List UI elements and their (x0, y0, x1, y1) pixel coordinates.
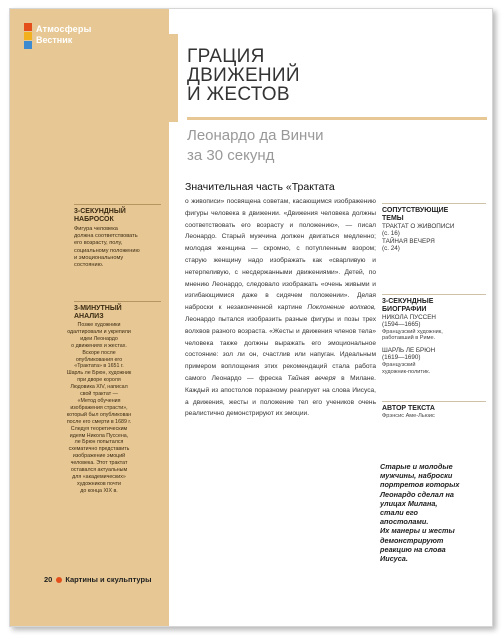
text-line: Шарль ле Брюн, художник (66, 370, 132, 377)
text-line: состоянию. (74, 262, 104, 269)
related-item-page: (с. 24) (382, 244, 400, 252)
text-line: Фигура человека (74, 226, 118, 232)
page-subtitle (187, 126, 324, 166)
magazine-page (9, 8, 493, 627)
page-number: 20 (44, 575, 53, 584)
text-line: человека. Этот трактат (70, 460, 128, 467)
text-line: опубликования его (75, 356, 123, 363)
text-run: Леонардо пытался изобразить разные фигуры и позы трех волхвов разного возраста. «Жесты и движения членов тела» человека также должны выражать его эмоциональное состояние: зол ли он, счастлив или напуган. Идеальным примером воплощения этих рекомендаций стала работа самого Леонардо — фреска (185, 315, 376, 382)
caption-line: Их манеры и жесты (380, 526, 455, 536)
related-heading: СОПУТСТВУЮЩИЕ (382, 207, 449, 214)
heading-line: АНАЛИЗ (74, 313, 104, 320)
title-line: И ЖЕСТОВ (187, 84, 290, 105)
page-title (187, 47, 300, 104)
text-line: одалтировали и укрепили (67, 328, 131, 335)
sidebar-divider (74, 301, 161, 302)
right-divider (382, 294, 486, 295)
text-line: после его смерти в 1689 г. (66, 418, 132, 425)
text-line: и эмоциональному (74, 254, 124, 261)
sidebar-sketch-heading (74, 208, 126, 224)
title-accent-bar (169, 34, 178, 122)
article-lead: Значительная часть «Трактата (185, 181, 335, 193)
article-body (185, 196, 376, 420)
bio-desc: художник-политик. (382, 368, 431, 375)
heading-line: 3-МИНУТНЫЙ (74, 305, 122, 312)
caption-line: Старые и молодые (380, 462, 453, 471)
text-line: идеи Леонардо (80, 335, 118, 342)
author-heading: АВТОР ТЕКСТА (382, 405, 435, 412)
caption-line: портретов которых (380, 480, 460, 490)
artwork-title: Тайная вечеря (287, 374, 336, 382)
text-line: Позже художники (77, 322, 121, 328)
bio-name: НИКОЛА ПУССЕН (382, 314, 436, 321)
text-line: для «академических» (72, 473, 126, 480)
text-line: «Трактата» в 1651 г. (74, 363, 124, 370)
caption-line: Леонардо сделал на (380, 489, 454, 499)
sidebar-sketch-text (74, 226, 140, 269)
text-line: схематично представить (68, 446, 130, 453)
related-item-title: ТРАКТАТ О ЖИВОПИСИ (382, 223, 455, 230)
biographies (382, 298, 486, 375)
right-divider (382, 203, 486, 204)
author-block (382, 405, 486, 420)
related-heading: ТЕМЫ (382, 215, 404, 222)
author-name: Фрэнсис Аме-Льюис (382, 413, 435, 419)
related-item-page: (с. 16) (382, 230, 400, 238)
related-topics (382, 207, 486, 252)
subtitle-line: за 30 секунд (187, 147, 275, 164)
title-line: ГРАЦИЯ (187, 46, 265, 67)
bios-heading: 3-СЕКУНДНЫЕ (382, 298, 434, 305)
image-caption (380, 462, 483, 563)
caption-line: Иисуса. (380, 554, 408, 564)
bio-name: ШАРЛЬ ЛЕ БРЮН (382, 347, 436, 355)
section-name: Картины и скульптуры (65, 575, 152, 584)
artwork-title: Поклонение волхвов, (307, 304, 376, 312)
logo-block (24, 23, 32, 31)
sidebar-divider (74, 204, 161, 205)
logo-block (24, 41, 32, 49)
bio-years: (1619—1690) (382, 354, 421, 362)
brand-logo (24, 23, 114, 51)
brand-name-line1: Атмосферы (36, 24, 92, 34)
brand-name-line2: Вестник (36, 35, 73, 45)
text-line: который был опубликован (66, 411, 132, 418)
text-line: при дворе короля (77, 377, 121, 384)
sidebar-analysis-heading (74, 305, 122, 321)
text-line: социальному положению (74, 247, 140, 254)
caption-line: апостолами. (380, 517, 429, 527)
bios-heading: БИОГРАФИИ (382, 306, 427, 313)
page-footer (44, 575, 151, 584)
bio-desc: работавший в Риме. (382, 335, 436, 342)
logo-block (24, 32, 32, 40)
text-line: Вскоре после (82, 349, 116, 356)
text-line: ле Брюн попытался (74, 439, 124, 446)
sidebar-panel (10, 9, 169, 626)
caption-line: улицах Милана, (380, 498, 438, 508)
text-line: о движениях и жестах. (71, 342, 127, 349)
text-line: должна соответствовать (74, 233, 138, 240)
article-paragraph (185, 196, 376, 420)
text-line: идеям Никола Пуссена, (69, 432, 129, 439)
bio-desc: Французский (382, 361, 416, 368)
heading-line: НАБРОСОК (74, 216, 114, 223)
text-run: о живописи» посвящена советам, касающимся изображению фигуры человека в движении. «Движения человека должны соответствовать его возрасту и положению», — писал Леонардо. Старый мужчина должен двигаться медленно; молодая женщина — скромно, с потупленным взором; старую женщину надо изображать как «сварливую и нетерпеливую, с несдержанными движениями». Детей, по мнению Леонардо, следовало изображать «очень живыми и изгибающимися даже в сидячем положении». Делая наброски к незаконченной картине (185, 198, 376, 312)
text-line: его возрасту, полу, (74, 240, 123, 247)
caption-line: реакцию на слова (380, 544, 446, 554)
related-item-title: ТАЙНАЯ ВЕЧЕРЯ (382, 237, 435, 245)
bullet-icon (56, 577, 62, 583)
sidebar-analysis-text (36, 322, 162, 495)
text-line: художников почти (77, 480, 121, 487)
text-line: до конца XIX в. (80, 487, 118, 494)
title-line: ДВИЖЕНИЙ (187, 65, 300, 86)
caption-line: стали его (380, 508, 418, 518)
text-line: Людовика XIV, написал (70, 384, 128, 391)
bio-desc: Французский художник, (382, 328, 443, 335)
text-line: изображение эмоций (72, 453, 126, 460)
text-line: оставался актуальным (70, 467, 128, 474)
text-run: в Милане. Каждый из апостолов поразному реагирует на слова Иисуса, а движения, жесты и положение тел его учеников очень реалистично демонстрируют их эмоции. (185, 374, 376, 418)
right-divider (382, 401, 486, 402)
text-line: свой трактат — (80, 391, 118, 398)
bio-years: (1594—1665) (382, 321, 421, 329)
text-line: изображения страсти», (70, 404, 128, 411)
caption-line: демонстрируют (380, 535, 444, 545)
text-line: «Метод обучения (77, 397, 121, 404)
caption-line: мужчины, наброски (380, 471, 453, 481)
title-rule (187, 117, 487, 120)
text-line: Следуя теоретическим (70, 425, 128, 432)
heading-line: 3-СЕКУНДНЫЙ (74, 208, 126, 215)
subtitle-line: Леонардо да Винчи (187, 127, 324, 144)
